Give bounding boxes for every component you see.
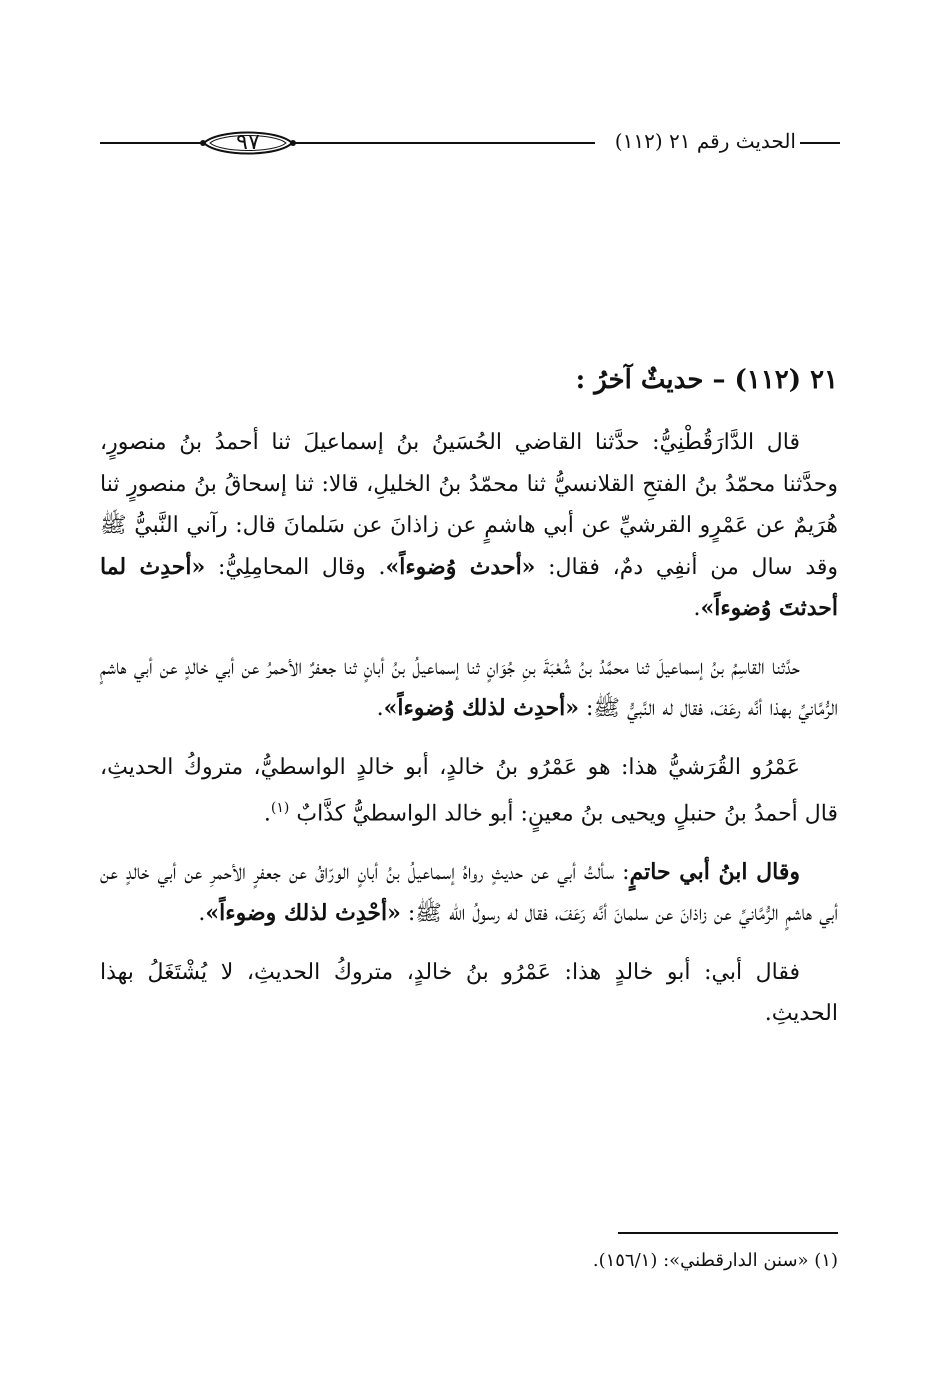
main-text [100,358,838,1052]
paragraph-1-text-c: . [693,596,701,621]
paragraph-4-hadith: «أحْدِث لذلك وضوءاً» [205,900,401,927]
paragraph-3-text-a: عَمْرُو القُرَشيُّ هذا: هو عَمْرُو بنُ خالدٍ، أبو خالدٍ الواسطيُّ، متروكُ الحديثِ، قال أحمدُ بنُ حنبلٍ ويحيى بنُ معينٍ: أبو خالد الواسطيُّ كذَّابٌ [100,754,838,827]
paragraph-5-text: فقال أبي: أبو خالدٍ هذا: عَمْرُو بنُ خالدٍ، متروكُ الحديثِ، لا يُشْتَغَلُ بهذا الحديثِ. [100,959,838,1027]
page-number-ornament [200,125,296,161]
footnote: (١) «سنن الدارقطني»: (١٥٦/١). [592,1250,838,1271]
running-title: الحديث رقم ٢١ (١١٢) [614,129,796,153]
paragraph-1 [100,422,838,630]
footnote-separator [618,1232,838,1234]
paragraph-2-text-b: . [376,696,384,721]
page-header [100,118,840,168]
paragraph-1-hadith-b: «أحدِث لما أحدثتَ وُضوءاً» [100,553,838,621]
paragraph-1-hadith-a: «أحدث وُضوءاً» [385,553,536,580]
paragraph-1-text-b: . وقال المحامِلِيُّ: [205,554,386,580]
paragraph-5 [100,952,838,1035]
header-rule-middle [295,142,595,144]
paragraph-1-text-a: قال الدَّارَقُطْنِيُّ: حدَّثنا القاضي الحُسَينُ بنُ إسماعيلَ ثنا أحمدُ بنُ منصورٍ، وحدَّثنا محمّدُ بنُ الفتحِ القلانسيُّ ثنا محمّدُ بنُ الخليلِ، قالا: ثنا إسحاقُ بنُ منصورٍ ثنا هُرَيمٌ عن عَمْرٍو القرشيِّ عن أبي هاشمٍ عن زاذانَ عن سَلمانَ قال: رآني النَّبيُّ ﷺ وقد سال من أنفِي دمٌ، فقال: [100,430,839,580]
paragraph-3-text-b: . [263,801,271,827]
paragraph-2 [100,647,838,730]
paragraph-2-text-a: حدَّثنا القاسِمُ بنُ إسماعيلَ ثنا محمَّدُ بنُ شُعْبَةَ بنِ جُوَانٍ ثنا إسماعيلُ بنُ أبانٍ ثنا جعفرٌ الأحمرُ عن أبي خالدٍ عن أبي هاشمٍ الرُّمَّانيِّ بهذا أنَّه رعَفَ، فقال له النَّبيُّ ﷺ: [100,654,838,721]
paragraph-4-text-a: : سألتُ أبي عن حديثٍ رواهُ إسماعيلُ بنُ أبانٍ الورّاقُ عن جعفرٍ الأحمرِ عن أبي خالدٍ عن أبي هاشمٍ الرُّمَّانيِّ عن زاذانَ عن سلمانَ أنَّه رَعَفَ، فقال له رسولُ الله ﷺ: [100,859,838,927]
paragraph-3 [100,747,838,835]
header-rule-left [100,142,202,144]
footnote-marker: (١) [270,800,290,816]
paragraph-4 [100,852,838,935]
header-rule-right [800,142,840,144]
paragraph-2-hadith: «أحدِث لذلك وُضوءاً» [383,695,580,721]
section-title: ٢١ (١١٢) – حديثٌ آخرُ : [575,365,838,395]
paragraph-4-text-b: . [198,901,206,927]
page-number: ٩٧ [236,130,260,155]
paragraph-4-source: وقال ابنُ أبي حاتمٍ [629,858,800,885]
